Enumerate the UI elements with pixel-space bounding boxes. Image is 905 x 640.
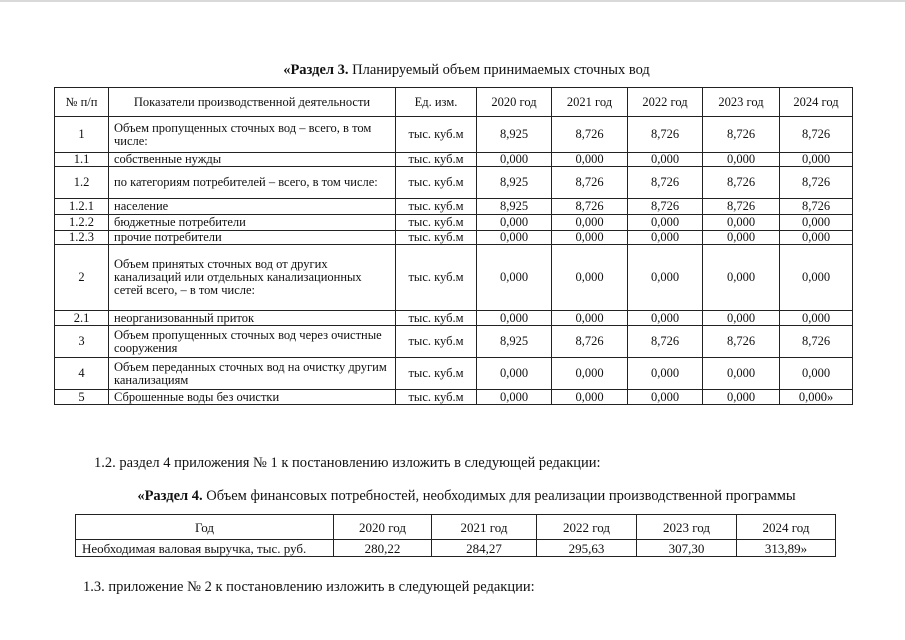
table-row	[55, 326, 853, 358]
table-cell: 0,000	[628, 311, 703, 326]
table-cell: 8,726	[703, 167, 780, 199]
financial-needs-table	[75, 514, 836, 557]
table-cell: собственные нужды	[109, 153, 396, 167]
table-cell: 0,000	[628, 153, 703, 167]
column-header: 2022 год	[537, 515, 637, 540]
table-cell: 0,000	[703, 153, 780, 167]
table-cell: 0,000	[780, 358, 853, 390]
table-cell: 0,000	[552, 245, 628, 311]
table-cell: 8,726	[780, 167, 853, 199]
table-cell: тыс. куб.м	[396, 390, 477, 405]
table-row	[55, 231, 853, 245]
section-4-heading	[14, 488, 905, 505]
table-cell: 0,000	[703, 245, 780, 311]
table-cell: 307,30	[637, 540, 737, 557]
table-cell: 0,000	[477, 390, 552, 405]
section-3-prefix: «Раздел 3.	[283, 62, 349, 78]
table-cell: тыс. куб.м	[396, 199, 477, 215]
table-cell: 0,000	[703, 231, 780, 245]
table-cell: тыс. куб.м	[396, 358, 477, 390]
column-header: № п/п	[55, 88, 109, 117]
table-cell: 3	[55, 326, 109, 358]
column-header: Год	[76, 515, 334, 540]
column-header: 2020 год	[334, 515, 432, 540]
table-cell: бюджетные потребители	[109, 215, 396, 231]
table-cell: 8,726	[628, 167, 703, 199]
table-cell: 1.2.1	[55, 199, 109, 215]
table-cell: 1.2	[55, 167, 109, 199]
column-header: Показатели производственной деятельности	[109, 88, 396, 117]
table-cell: 0,000	[477, 153, 552, 167]
table-cell: тыс. куб.м	[396, 245, 477, 311]
table-cell: 8,726	[628, 199, 703, 215]
table-cell: 8,726	[703, 117, 780, 153]
wastewater-volume-table	[54, 87, 853, 405]
table-cell: прочие потребители	[109, 231, 396, 245]
table-cell: население	[109, 199, 396, 215]
table-cell: 0,000	[477, 311, 552, 326]
table-cell: 0,000	[703, 311, 780, 326]
table-cell: 313,89»	[737, 540, 836, 557]
table-cell: 8,726	[552, 167, 628, 199]
table-cell: 8,925	[477, 167, 552, 199]
table-cell: 0,000	[703, 358, 780, 390]
table-cell: 8,726	[780, 326, 853, 358]
column-header: 2020 год	[477, 88, 552, 117]
table-cell: 0,000	[628, 390, 703, 405]
table-cell: 0,000	[552, 215, 628, 231]
table-cell: 8,726	[780, 117, 853, 153]
table-cell: 0,000	[628, 358, 703, 390]
table-row	[55, 215, 853, 231]
table-cell: Объем пропущенных сточных вод через очистные сооружения	[109, 326, 396, 358]
table-cell: по категориям потребителей – всего, в том числе:	[109, 167, 396, 199]
top-border-line	[0, 0, 905, 2]
table-cell: 2	[55, 245, 109, 311]
table-row	[55, 199, 853, 215]
table-header-row	[76, 515, 836, 540]
table-cell: тыс. куб.м	[396, 117, 477, 153]
table-header-row	[55, 88, 853, 117]
table-cell: 8,925	[477, 117, 552, 153]
table-cell: 2.1	[55, 311, 109, 326]
table-row	[55, 117, 853, 153]
table-cell: Объем принятых сточных вод от других канализаций или отдельных канализационных сетей всего, – в том числе:	[109, 245, 396, 311]
table-cell: Объем переданных сточных вод на очистку другим канализациям	[109, 358, 396, 390]
table-cell: Сброшенные воды без очистки	[109, 390, 396, 405]
paragraph-1-3: 1.3. приложение № 2 к постановлению изложить в следующей редакции:	[83, 579, 535, 595]
table-cell: 280,22	[334, 540, 432, 557]
column-header: 2023 год	[703, 88, 780, 117]
table-cell: тыс. куб.м	[396, 311, 477, 326]
table-cell: тыс. куб.м	[396, 231, 477, 245]
table-cell: 0,000	[552, 358, 628, 390]
table-cell: 8,925	[477, 326, 552, 358]
table-cell: 0,000	[477, 245, 552, 311]
table-cell: тыс. куб.м	[396, 215, 477, 231]
table-row	[55, 153, 853, 167]
table-cell: Объем пропущенных сточных вод – всего, в том числе:	[109, 117, 396, 153]
table-cell: 0,000	[552, 153, 628, 167]
table-row	[55, 167, 853, 199]
table-cell: неорганизованный приток	[109, 311, 396, 326]
table-cell: 8,726	[552, 117, 628, 153]
table-cell: 4	[55, 358, 109, 390]
table-cell: Необходимая валовая выручка, тыс. руб.	[76, 540, 334, 557]
table-body	[55, 117, 853, 405]
table-cell: 295,63	[537, 540, 637, 557]
table-cell: 8,726	[552, 199, 628, 215]
column-header: 2024 год	[780, 88, 853, 117]
table-cell: 0,000	[552, 231, 628, 245]
paragraph-1-2: 1.2. раздел 4 приложения № 1 к постановлению изложить в следующей редакции:	[94, 455, 601, 471]
table-cell: 8,726	[703, 199, 780, 215]
table-cell: тыс. куб.м	[396, 153, 477, 167]
table-cell: 1.2.2	[55, 215, 109, 231]
table-cell: 0,000	[703, 390, 780, 405]
table-cell: 0,000	[552, 311, 628, 326]
table-cell: 284,27	[432, 540, 537, 557]
table-cell: 1	[55, 117, 109, 153]
table-cell: 5	[55, 390, 109, 405]
column-header: 2021 год	[552, 88, 628, 117]
table-cell: 0,000	[780, 153, 853, 167]
table-cell: 1.2.3	[55, 231, 109, 245]
table-cell: 0,000	[477, 215, 552, 231]
table-cell: 8,726	[780, 199, 853, 215]
table-row	[55, 358, 853, 390]
table-cell: 0,000	[628, 245, 703, 311]
table-cell: 0,000	[477, 231, 552, 245]
table-cell: 0,000	[780, 245, 853, 311]
table-row	[55, 245, 853, 311]
section-4-prefix: «Раздел 4.	[137, 488, 203, 504]
table-cell: 0,000	[703, 215, 780, 231]
table-cell: 0,000	[780, 215, 853, 231]
table-cell: 0,000	[628, 215, 703, 231]
table-cell: 8,726	[628, 117, 703, 153]
table-cell: 8,726	[552, 326, 628, 358]
column-header: 2021 год	[432, 515, 537, 540]
table-cell: 0,000	[477, 358, 552, 390]
column-header: 2023 год	[637, 515, 737, 540]
table-cell: 0,000	[628, 231, 703, 245]
table-cell: тыс. куб.м	[396, 167, 477, 199]
table-row	[76, 540, 836, 557]
table-row	[55, 311, 853, 326]
table-cell: 0,000»	[780, 390, 853, 405]
table-cell: 8,925	[477, 199, 552, 215]
section-3-heading	[14, 62, 905, 79]
section-4-title: Объем финансовых потребностей, необходимых для реализации производственной программы	[206, 488, 796, 504]
table-cell: 0,000	[552, 390, 628, 405]
section-3-title: Планируемый объем принимаемых сточных вод	[352, 62, 650, 78]
column-header: Ед. изм.	[396, 88, 477, 117]
table-cell: тыс. куб.м	[396, 326, 477, 358]
column-header: 2022 год	[628, 88, 703, 117]
table-cell: 8,726	[703, 326, 780, 358]
table-row	[55, 390, 853, 405]
table-cell: 1.1	[55, 153, 109, 167]
table-cell: 8,726	[628, 326, 703, 358]
column-header: 2024 год	[737, 515, 836, 540]
table-cell: 0,000	[780, 311, 853, 326]
table-cell: 0,000	[780, 231, 853, 245]
